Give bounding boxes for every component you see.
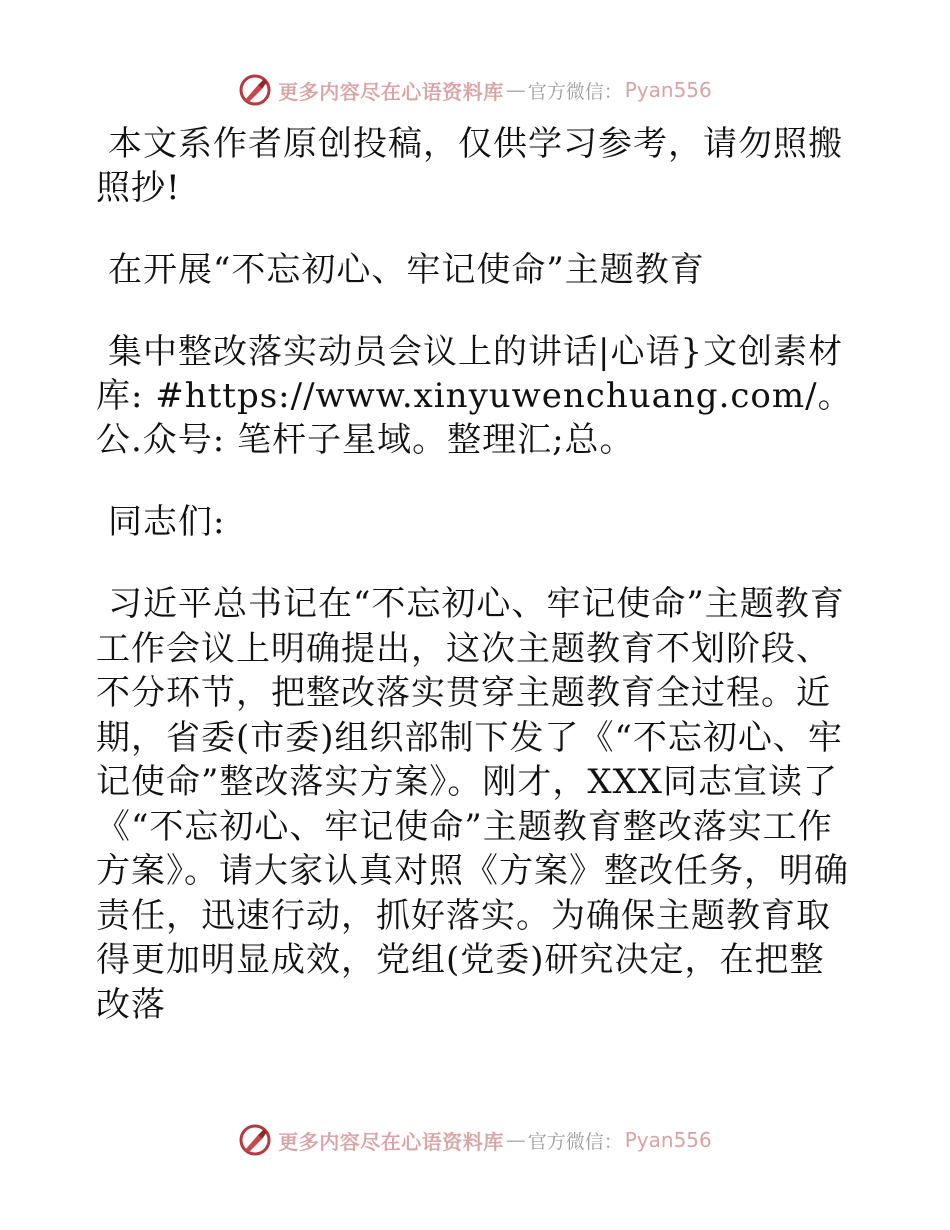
pen-nib-logo-icon	[238, 73, 272, 107]
document-body	[96, 122, 856, 1027]
body-paragraph: 习近平总书记在“不忘初心、牢记使命”主题教育工作会议上明确提出，这次主题教育不划阶段、不分环节，把整改落实贯穿主题教育全过程。近期，省委(市委)组织部制下发了《“不忘初心、牢记使命”整改落实方案》。刚才，XXX同志宣读了《“不忘初心、牢记使命”主题教育整改落实工作方案》。请大家认真对照《方案》整改任务，明确责任，迅速行动，抓好落实。为确保主题教育取得更加明显成效，党组(党委)研究决定，在把整改落	[96, 584, 849, 1025]
copyright-notice: 本文系作者原创投稿，仅供学习参考，请勿照搬照抄!	[96, 124, 843, 208]
pen-nib-logo-icon	[238, 1123, 272, 1157]
watermark-sub-text: 官方微信：	[527, 80, 623, 103]
footer-watermark	[0, 1120, 950, 1160]
watermark-main-text: 更多内容尽在心语资料库	[278, 79, 504, 104]
title-line-1: 在开展“不忘初心、牢记使命”主题教育	[108, 250, 705, 290]
watermark-sub-text: 官方微信：	[527, 1130, 623, 1153]
title-line-2: 集中整改落实动员会议上的讲话|心语}文创素材库: #https://www.xinyuwenchuang.com/。公.众号: 笔杆子星域。整理汇;总。	[96, 332, 853, 460]
watermark-dash: —	[505, 1128, 526, 1152]
watermark-wechat-id: Pyan556	[624, 1128, 712, 1152]
watermark-main-text: 更多内容尽在心语资料库	[278, 1129, 504, 1154]
salutation: 同志们:	[108, 502, 226, 542]
watermark-dash: —	[505, 78, 526, 102]
watermark-wechat-id: Pyan556	[624, 78, 712, 102]
header-watermark	[0, 70, 950, 110]
